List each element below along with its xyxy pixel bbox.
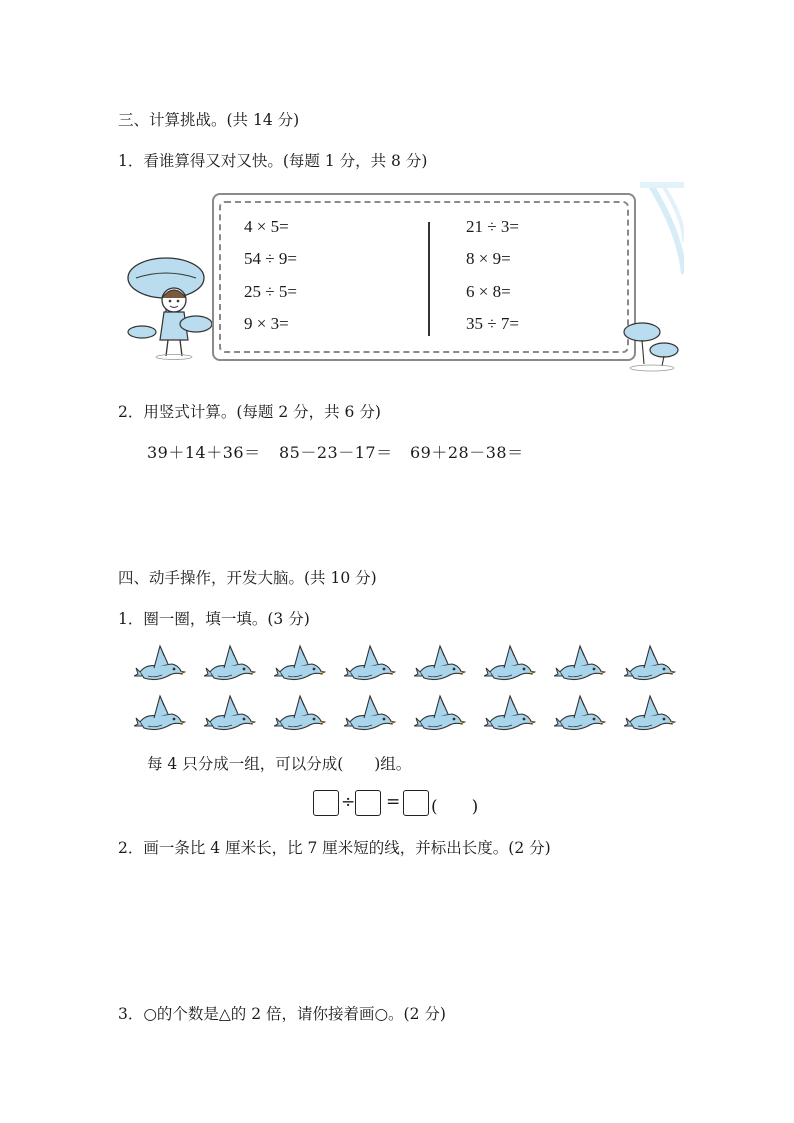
problem-left-1: 4 × 5= [244,217,289,236]
problem-left-3: 25 ÷ 5= [244,282,297,301]
question-3-2-label: 2．用竖式计算。(每题 2 分，共 6 分) [118,403,381,421]
bird-icon [624,692,676,736]
section-4-title: 四、动手操作，开发大脑。(共 10 分) [118,569,377,587]
bird-icon [204,642,256,686]
lotus-leaf-decoration [620,318,682,374]
problem-left-2: 54 ÷ 9= [244,249,297,268]
bird-icon [624,642,676,686]
bird-icon [344,692,396,736]
problem-right-4: 35 ÷ 7= [466,314,519,333]
bird-icon [554,642,606,686]
equals-sign: = [386,792,401,812]
quotient-answer-box[interactable] [403,790,429,816]
question-4-3-label: 3．○的个数是△的 2 倍，请你接着画○。(2 分) [118,1005,446,1023]
question-4-2-label: 2．画一条比 4 厘米长，比 7 厘米短的线，并标出长度。(2 分) [118,839,551,857]
divide-sign: ÷ [341,792,356,812]
section-3-title: 三、计算挑战。(共 14 分) [118,111,300,129]
vertical-calc-2: 85－23－17＝ [279,443,393,462]
bird-icon [414,692,466,736]
bird-icon [554,692,606,736]
problem-right-2: 8 × 9= [466,249,511,268]
unit-paren: ( ) [431,797,479,817]
problem-right-3: 6 × 8= [466,282,511,301]
bird-icon [484,642,536,686]
bird-icon [134,692,186,736]
bird-icon [134,642,186,686]
vertical-calc-3: 69＋28－38＝ [410,443,524,462]
bird-grid [134,642,682,734]
dividend-answer-box[interactable] [313,790,339,816]
problem-left-4: 9 × 3= [244,314,289,333]
grouping-sentence: 每 4 只分成一组，可以分成( )组。 [147,755,412,773]
problem-right-1: 21 ÷ 3= [466,217,519,236]
corner-arc-decoration [640,182,684,282]
bird-icon [484,692,536,736]
bird-icon [204,692,256,736]
bird-icon [274,642,326,686]
bird-icon [274,692,326,736]
girl-with-leaf-illustration [126,248,216,360]
question-3-1-label: 1．看谁算得又对又快。(每题 1 分，共 8 分) [118,152,428,170]
vertical-calc-1: 39＋14＋36＝ [147,443,261,462]
bird-icon [414,642,466,686]
bird-icon [344,642,396,686]
column-divider [428,222,430,336]
question-4-1-label: 1．圈一圈，填一填。(3 分) [118,610,310,628]
divisor-answer-box[interactable] [355,790,381,816]
